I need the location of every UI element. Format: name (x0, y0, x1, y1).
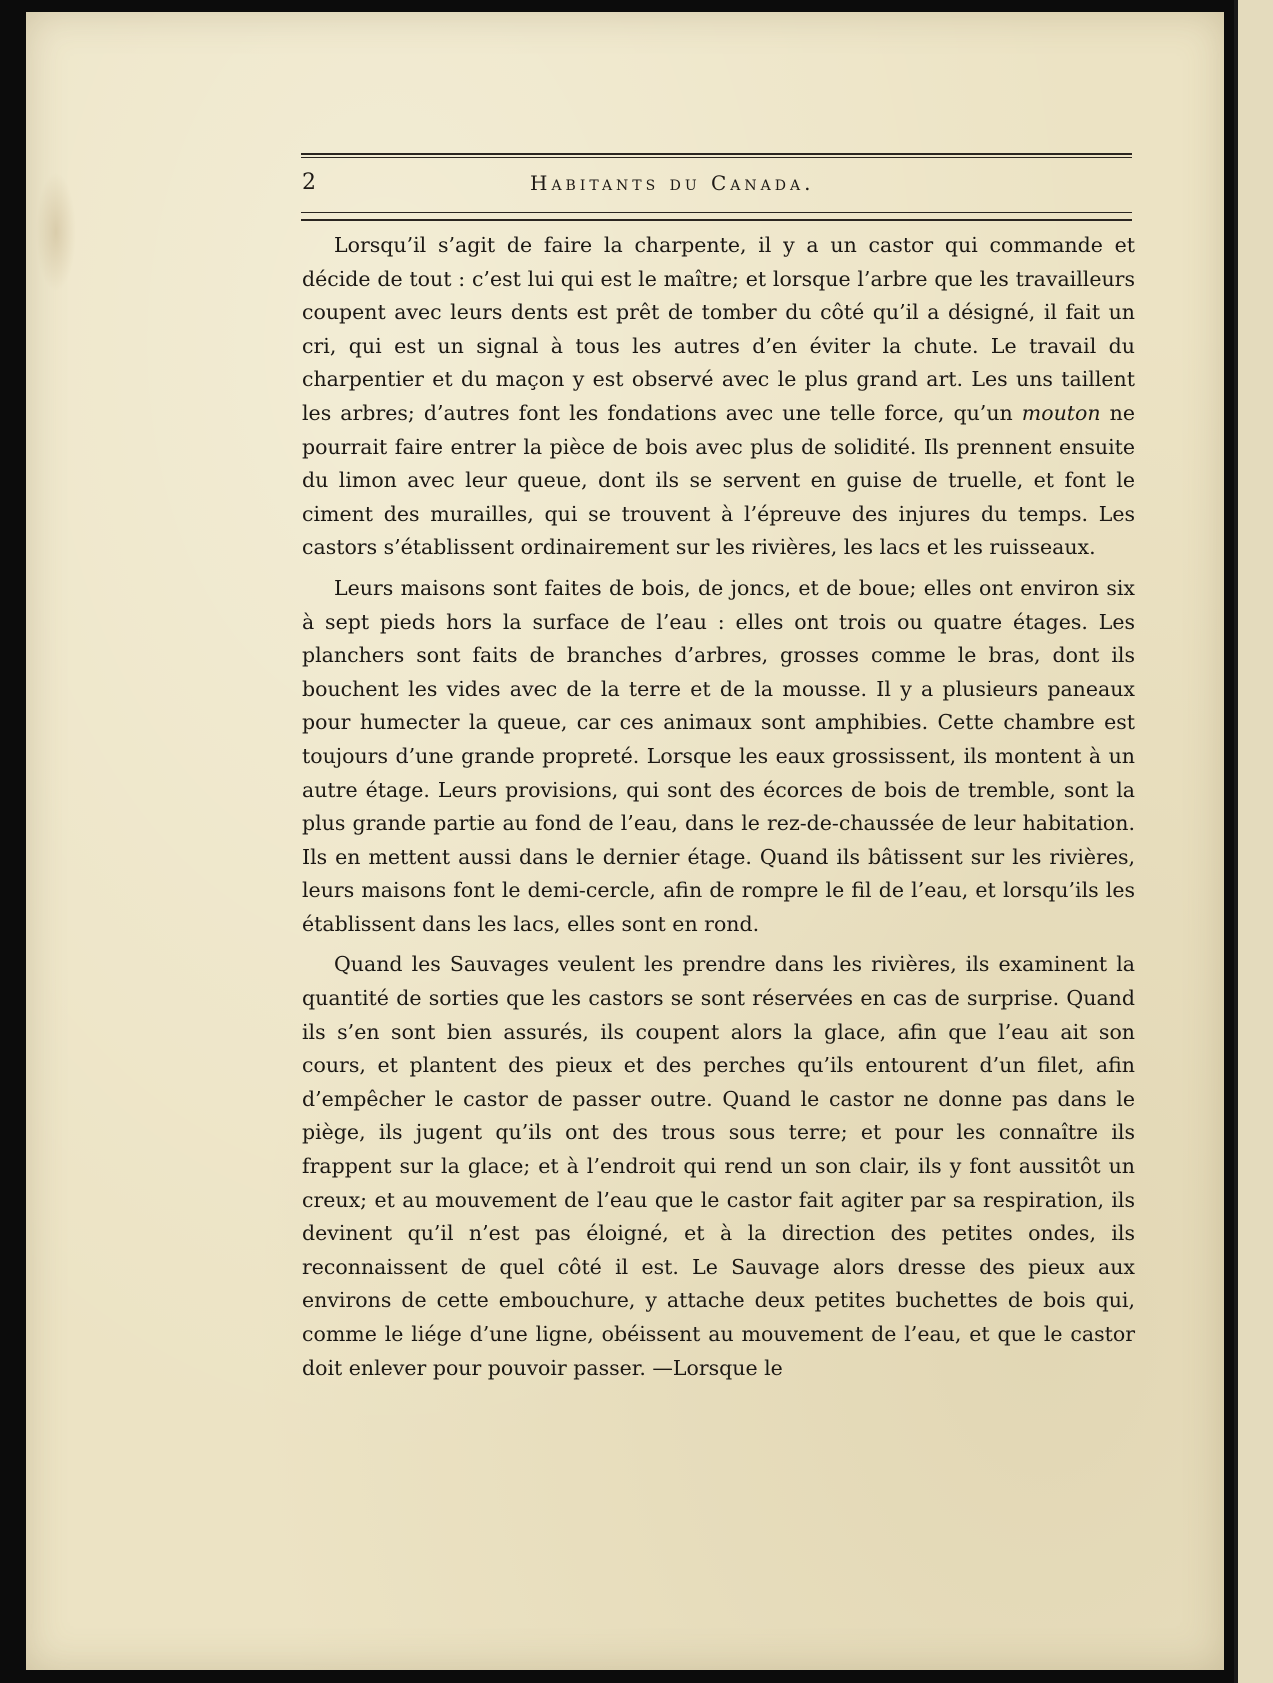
body-text (302, 229, 1135, 1385)
italic-word: mouton (1021, 400, 1101, 425)
paragraph-1 (302, 229, 1135, 565)
paragraph-1-after: ne pourrait faire entrer la pièce de bois avec plus de solidité. Ils prennent ensuite du limon avec leur queue, dont ils se servent en guise de truelle, et font le ciment des murailles, qui se trouvent à l’épreuve des injures du temps. Les castors s’établissent ordinairement sur les rivières, les lacs et les ruisseaux. (302, 400, 1135, 560)
paragraph-3: Quand les Sauvages veulent les prendre dans les rivières, ils examinent la quantité de sorties que les castors se sont réservées en cas de surprise. Quand ils s’en sont bien assurés, ils coupent alors la glace, afin que l’eau ait son cours, et plantent des pieux et des perches qu’ils entourent d’un filet, afin d’empêcher le castor de passer outre. Quand le castor ne donne pas dans le piège, ils jugent qu’ils ont des trous sous terre; et pour les connaître ils frappent sur la glace; et à l’endroit qui rend un son clair, ils y font aussitôt un creux; et au mouvement de l’eau que le castor fait agiter par sa respiration, ils devinent qu’il n’est pas éloigné, et à la direction des petites ondes, ils reconnaissent de quel côté il est. Le Sauvage alors dresse des pieux aux environs de cette embouchure, y attache deux petites buchettes de bois qui, comme le liége d’une ligne, obéissent au mouvement de l’eau, et que le castor doit enlever pour pouvoir passer. —Lorsque le (302, 952, 1135, 1380)
header-rule-top (301, 153, 1132, 158)
running-title: Habitants du Canada. (530, 171, 815, 195)
paragraph-2: Leurs maisons sont faites de bois, de joncs, et de boue; elles ont environ six à sept pieds hors la surface de l’eau : elles ont trois ou quatre étages. Les planchers sont faits de branches d’arbres, grosses comme le bras, dont ils bouchent les vides avec de la terre et de la mousse. Il y a plusieurs paneaux pour humecter la queue, car ces animaux sont amphibies. Cette chambre est toujours d’une grande propreté. Lorsque les eaux grossissent, ils montent à un autre étage. Leurs provisions, qui sont des écorces de bois de tremble, sont la plus grande partie au fond de l’eau, dans le rez-de-chaussée de leur habitation. Ils en mettent aussi dans le dernier étage. Quand ils bâtissent sur les rivières, leurs maisons font le demi-cercle, afin de rompre le fil de l’eau, et lorsqu’ils les établissent dans les lacs, elles sont en rond. (302, 575, 1135, 936)
adjacent-page-edge (1234, 0, 1273, 1683)
header-rule-bottom-thick (301, 219, 1132, 221)
page-number: 2 (302, 170, 316, 195)
paragraph-1-before: Lorsqu’il s’agit de faire la charpente, il y a un castor qui commande et décide de tout : c’est lui qui est le maître; et lorsque l’arbre que les travailleurs coupent avec leurs dents est prêt de tomber du côté qu’il a désigné, il fait un cri, qui est un signal à tous les autres d’en éviter la chute. Le travail du charpentier et du maçon y est observé avec le plus grand art. Les uns taillent les arbres; d’autres font les fondations avec une telle force, qu’un (302, 233, 1135, 425)
paper-stain (36, 172, 76, 292)
header-rule-bottom (301, 212, 1132, 213)
